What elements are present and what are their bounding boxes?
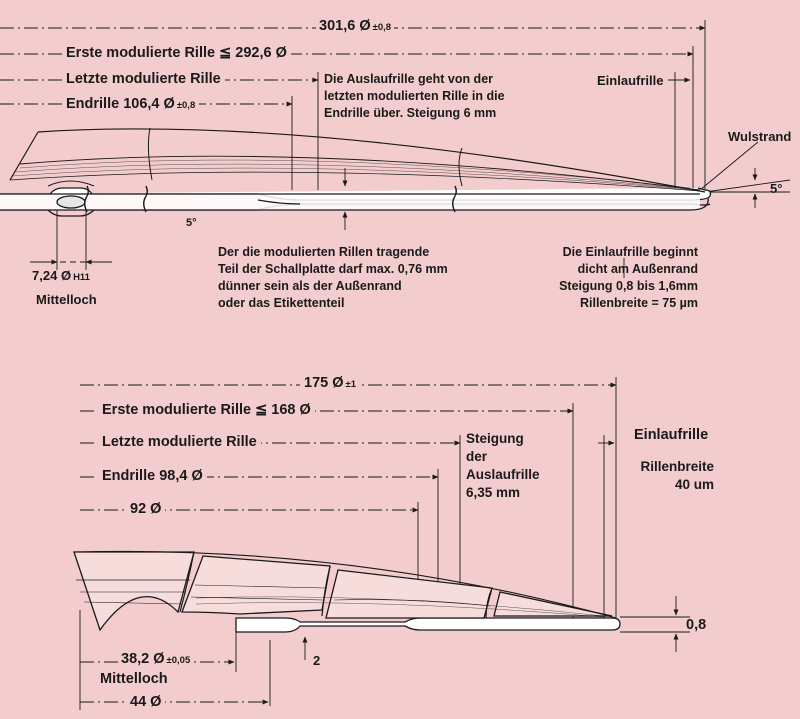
bottom-groove-width xyxy=(610,458,714,494)
dia-symbol: Ø xyxy=(332,375,344,391)
dia-symbol: Ø xyxy=(163,96,175,112)
top-center-hole-dia xyxy=(32,269,90,283)
top-leadin-note xyxy=(530,244,698,312)
top-leadin-label: Einlaufrille xyxy=(597,73,664,88)
bottom-dia-92-label: 92 Ø xyxy=(126,502,165,517)
bottom-edge-thickness: 0,8 xyxy=(686,617,707,633)
note-line: Endrille über. Steigung 6 mm xyxy=(324,106,497,120)
bottom-label-ring xyxy=(74,552,194,630)
top-center-hole-value: 7,24 xyxy=(32,268,58,283)
bottom-label-dia: 44 Ø xyxy=(126,695,165,710)
note-line: der xyxy=(466,449,488,464)
note-line: letzten modulierten Rille in die xyxy=(324,89,505,103)
note-line: dicht am Außenrand xyxy=(577,262,698,276)
bottom-center-hole-label: Mittelloch xyxy=(100,671,168,687)
top-center-hole-label: Mittelloch xyxy=(36,292,97,307)
note-line: oder das Etikettenteil xyxy=(218,296,345,310)
dia-symbol: Ø xyxy=(359,18,371,34)
bottom-last-groove-label: Letzte modulierte Rille xyxy=(98,435,261,450)
note-line: Rillenbreite = 75 µm xyxy=(579,296,698,310)
fit-tolerance: H11 xyxy=(73,272,90,283)
tolerance: ±0,05 xyxy=(166,655,191,666)
tolerance: ±1 xyxy=(345,379,357,390)
bottom-center-thickness: 2 xyxy=(313,653,321,668)
bottom-record-section xyxy=(74,551,620,632)
bottom-runout-pitch xyxy=(466,430,540,502)
tolerance: ±0,8 xyxy=(176,100,196,111)
tolerance: ±0,8 xyxy=(372,22,392,33)
top-record-section xyxy=(0,128,710,216)
top-outer-dia-label xyxy=(316,19,394,34)
bottom-disc-profile xyxy=(236,618,620,632)
note-line: 6,35 mm xyxy=(466,485,521,500)
note-line: 40 um xyxy=(674,477,714,492)
note-line: Steigung xyxy=(466,431,524,446)
note-line: Teil der Schallplatte darf max. 0,76 mm xyxy=(218,262,448,276)
bottom-outer-dia-value: 175 xyxy=(304,375,329,391)
bottom-center-hole-dia xyxy=(118,652,193,667)
top-last-groove-label: Letzte modulierte Rille xyxy=(62,72,225,87)
note-line: Auslaufrille xyxy=(466,467,540,482)
top-end-groove-label xyxy=(62,97,199,112)
note-line: Die Auslaufrille geht von der xyxy=(324,72,494,86)
top-bead-rim-label: Wulstrand xyxy=(728,129,792,144)
top-angle-left: 5° xyxy=(186,217,197,229)
top-end-groove-text: Endrille 106,4 xyxy=(66,96,160,112)
bottom-leadin-label: Einlaufrille xyxy=(634,427,709,443)
note-line: Steigung 0,8 bis 1,6mm xyxy=(559,279,698,293)
dia-symbol: Ø xyxy=(60,268,72,283)
top-outer-dia-value: 301,6 xyxy=(319,18,356,34)
note-line: Die Einlaufrille beginnt xyxy=(562,245,698,259)
bottom-outer-dia-label xyxy=(300,376,360,391)
top-first-groove-label: Erste modulierte Rille ≦ 292,6 Ø xyxy=(62,46,291,61)
top-angle-right: 5° xyxy=(770,181,783,196)
note-line: dünner sein als der Außenrand xyxy=(218,279,402,293)
bottom-first-groove-label: Erste modulierte Rille ≦ 168 Ø xyxy=(98,403,315,418)
dia-symbol: Ø xyxy=(153,651,165,667)
bottom-center-hole-value: 38,2 xyxy=(121,651,150,667)
top-runout-note xyxy=(324,71,505,122)
note-line: Rillenbreite xyxy=(640,459,714,474)
top-thickness-note xyxy=(218,244,448,312)
note-line: Der die modulierten Rillen tragende xyxy=(218,245,430,259)
bottom-end-groove-label: Endrille 98,4 Ø xyxy=(98,469,207,484)
